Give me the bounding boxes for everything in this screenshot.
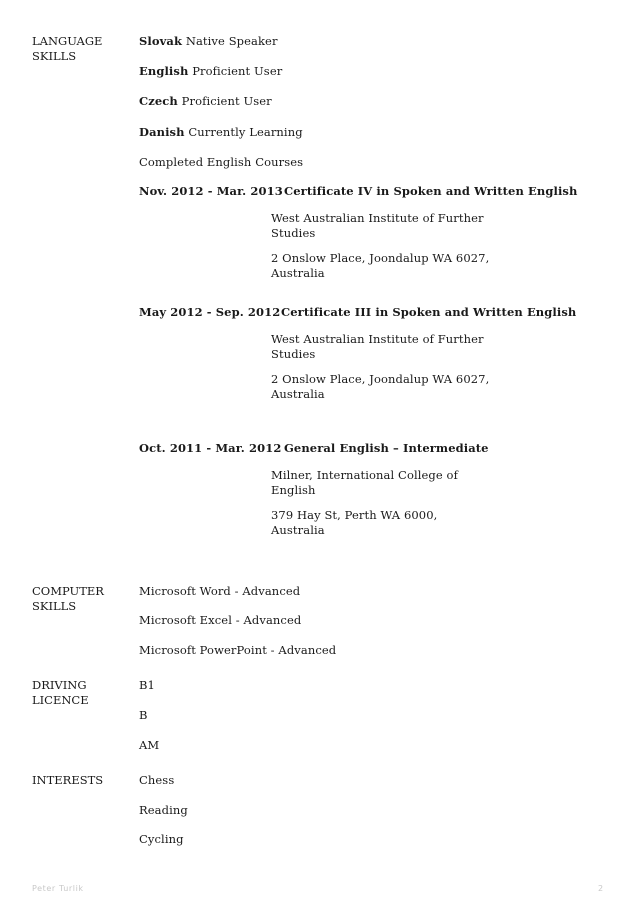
label-line: SKILLS bbox=[32, 49, 77, 63]
course-dates: May 2012 - Sep. 2012 bbox=[139, 305, 281, 319]
address-line: 2 Onslow Place, Joondalup WA 6027, bbox=[271, 372, 490, 386]
address-line: Australia bbox=[271, 523, 325, 537]
language-item bbox=[139, 94, 272, 109]
label-line: SKILLS bbox=[32, 599, 77, 613]
language-level: Proficient User bbox=[181, 94, 272, 108]
footer-page-number: 2 bbox=[598, 884, 604, 893]
footer-name: Peter Turlik bbox=[32, 884, 84, 893]
language-name: English bbox=[139, 64, 189, 78]
licence-category: B1 bbox=[139, 678, 155, 692]
section-label-language bbox=[32, 34, 102, 64]
section-label-driving bbox=[32, 678, 89, 708]
interest-item: Chess bbox=[139, 773, 175, 787]
section-label-computer bbox=[32, 584, 104, 614]
institution-line: English bbox=[271, 483, 316, 497]
language-level: Currently Learning bbox=[188, 125, 303, 139]
institution-line: Studies bbox=[271, 347, 316, 361]
courses-heading: Completed English Courses bbox=[139, 155, 304, 169]
course-address bbox=[271, 251, 489, 281]
course-institution bbox=[271, 468, 458, 498]
language-name: Slovak bbox=[139, 34, 183, 48]
label-line: DRIVING bbox=[32, 678, 87, 692]
address-line: Australia bbox=[271, 387, 325, 401]
address-line: 379 Hay St, Perth WA 6000, bbox=[271, 508, 438, 522]
label-line: COMPUTER bbox=[32, 584, 104, 598]
institution-line: Studies bbox=[271, 226, 316, 240]
course-dates: Nov. 2012 - Mar. 2013 bbox=[139, 184, 283, 198]
course-address bbox=[271, 372, 489, 402]
language-name: Czech bbox=[139, 94, 178, 108]
course-address bbox=[271, 508, 437, 538]
address-line: Australia bbox=[271, 266, 325, 280]
computer-skill: Microsoft Excel - Advanced bbox=[139, 613, 302, 627]
language-level: Native Speaker bbox=[185, 34, 278, 48]
computer-skill: Microsoft Word - Advanced bbox=[139, 584, 301, 598]
language-level: Proficient User bbox=[192, 64, 283, 78]
language-name: Danish bbox=[139, 125, 185, 139]
institution-line: Milner, International College of bbox=[271, 468, 458, 482]
course-title: Certificate IV in Spoken and Written English bbox=[284, 184, 578, 198]
course-dates: Oct. 2011 - Mar. 2012 bbox=[139, 441, 282, 455]
language-item bbox=[139, 34, 278, 49]
institution-line: West Australian Institute of Further bbox=[271, 332, 484, 346]
licence-category: AM bbox=[139, 738, 160, 752]
course-title: Certificate III in Spoken and Written English bbox=[281, 305, 577, 319]
label-line: LANGUAGE bbox=[32, 34, 103, 48]
label-line: LICENCE bbox=[32, 693, 89, 707]
course-title: General English – Intermediate bbox=[284, 441, 489, 455]
language-item bbox=[139, 125, 303, 140]
interest-item: Reading bbox=[139, 803, 188, 817]
language-item bbox=[139, 64, 282, 79]
address-line: 2 Onslow Place, Joondalup WA 6027, bbox=[271, 251, 490, 265]
section-label-interests: INTERESTS bbox=[32, 773, 104, 787]
course-institution bbox=[271, 332, 484, 362]
computer-skill: Microsoft PowerPoint - Advanced bbox=[139, 643, 337, 657]
interest-item: Cycling bbox=[139, 832, 184, 846]
licence-category: B bbox=[139, 708, 148, 722]
course-institution bbox=[271, 211, 484, 241]
institution-line: West Australian Institute of Further bbox=[271, 211, 484, 225]
